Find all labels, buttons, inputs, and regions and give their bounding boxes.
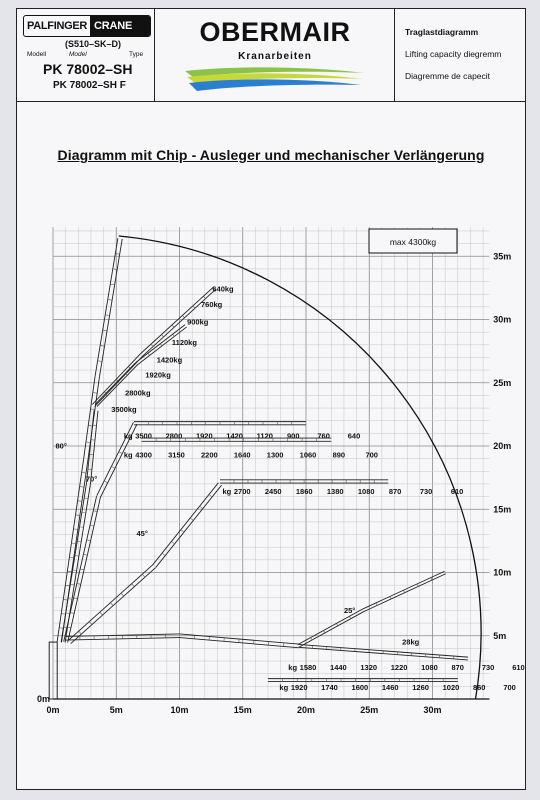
x-tick-label: 0m <box>46 705 60 715</box>
load-value-label: 1920 <box>195 431 213 441</box>
load-value-label: 1860 <box>295 487 313 497</box>
boom-positions <box>49 238 468 699</box>
model-code: (S510–SK–D) <box>65 39 122 49</box>
load-value-label: 1740 <box>321 683 338 693</box>
company-logo: OBERMAIR <box>199 17 351 47</box>
load-value-label: 760 <box>317 431 330 441</box>
steep-load-label: 1420kg <box>156 355 183 365</box>
modell-label: Modell <box>27 51 47 58</box>
load-value-label: 1380 <box>326 487 344 497</box>
load-value-label: 1460 <box>381 683 399 693</box>
steep-load-label: 2800kg <box>125 388 151 398</box>
load-value-label: 730 <box>419 487 433 497</box>
jib-row-1 <box>134 422 306 425</box>
load-value-label: 1640 <box>233 450 251 460</box>
load-value-label: 4300 <box>135 450 152 460</box>
angle-45-label: 45° <box>136 528 148 538</box>
steep-load-label: 640kg <box>212 284 234 294</box>
x-tick-label: 15m <box>233 705 252 715</box>
steep-load-label: 1120kg <box>171 337 197 347</box>
x-tick-label: 5m <box>109 705 123 715</box>
y-tick-label: 15m <box>493 504 512 515</box>
row-prefix-label: kg <box>279 683 289 693</box>
load-value-label: 610 <box>512 662 525 672</box>
x-tick-label: 25m <box>360 705 379 715</box>
y-tick-label: 35m <box>493 251 512 262</box>
angle-25-label: 25° <box>343 605 356 615</box>
load-value-label: 860 <box>472 683 486 693</box>
brand-right: CRANE <box>90 16 150 36</box>
load-value-label: 700 <box>503 683 516 693</box>
load-value-label: 1120 <box>256 431 273 441</box>
load-value-label: 1440 <box>330 662 347 672</box>
load-labels <box>56 285 525 692</box>
load-value-label: 2450 <box>264 487 282 497</box>
max-load-label: max 4300kg <box>389 237 437 247</box>
y-tick-label: 0m <box>37 694 51 704</box>
steep-load-label: 1920kg <box>145 370 171 380</box>
load-value-label: 1300 <box>266 450 284 460</box>
reach-envelope <box>119 236 481 699</box>
row-prefix-label: kg <box>123 450 133 460</box>
load-value-label: 1320 <box>360 662 378 672</box>
brand-left: PALFINGER <box>27 20 88 32</box>
load-value-label: 870 <box>388 487 402 497</box>
diagram-title: Diagramm mit Chip - Ausleger und mechanischer Verlängerung <box>57 147 485 163</box>
y-tick-label: 20m <box>493 441 512 451</box>
load-value-label: 1920 <box>290 683 308 693</box>
angle-80-label: 80° <box>55 441 67 451</box>
load-value-label: 3150 <box>168 450 185 460</box>
load-value-label: 610 <box>450 487 464 497</box>
load-value-label: 890 <box>332 450 346 460</box>
max-load-box <box>369 229 457 253</box>
load-value-label: 1220 <box>390 662 408 672</box>
load-value-label: 3500 <box>135 431 152 441</box>
x-tick-label: 30m <box>423 705 442 715</box>
load-value-label: 1080 <box>421 662 438 672</box>
grid <box>53 227 489 699</box>
load-value-label: 870 <box>451 662 464 672</box>
x-tick-label: 20m <box>296 705 316 715</box>
x-tick-label: 10m <box>170 705 189 715</box>
load-chart-sheet <box>16 8 526 790</box>
load-value-label: 2200 <box>201 450 218 460</box>
load-value-label: 640 <box>347 431 361 441</box>
steep-load-label: 3500kg <box>111 404 137 414</box>
load-value-label: 1260 <box>412 683 429 693</box>
load-value-label: 2700 <box>233 487 251 497</box>
y-tick-label: 10m <box>493 567 512 578</box>
title-en: Lifting capacity diegremm <box>405 49 502 59</box>
load-value-label: 1060 <box>299 450 317 460</box>
type-label: Type <box>129 51 144 58</box>
load-value-label: 900 <box>287 431 300 441</box>
load-value-label: 1080 <box>357 487 375 497</box>
model-variant: PK 78002–SH F <box>53 80 126 91</box>
company-subtitle: Kranarbeiten <box>238 51 312 62</box>
y-tick-label: 30m <box>493 314 512 325</box>
load-value-label: 730 <box>481 662 495 672</box>
jib-low-2 <box>268 679 458 682</box>
load-value-label: 1020 <box>442 683 460 693</box>
row-prefix-label: kg <box>123 431 133 441</box>
title-de: Traglastdiagramm <box>405 27 479 37</box>
title-fr: Diagremme de capecit <box>405 71 491 81</box>
angle-70-label: 70° <box>85 474 98 484</box>
load-value-label: 700 <box>365 450 378 460</box>
load-value-label: 2800 <box>165 431 183 441</box>
y-tick-label: 25m <box>493 377 512 388</box>
crane-load-diagram <box>17 9 525 789</box>
row-prefix-label: kg <box>288 662 298 672</box>
steep-load-label: 900kg <box>187 317 209 327</box>
y-tick-label: 5m <box>493 630 507 641</box>
load-value-label: 28kg <box>402 637 420 647</box>
jib-row-3 <box>220 480 388 483</box>
load-value-label: 1580 <box>299 662 317 672</box>
model-name: PK 78002–SH <box>43 61 133 77</box>
load-value-label: 1420 <box>226 431 243 441</box>
jib-low-1 <box>298 644 468 659</box>
steep-load-label: 760kg <box>201 299 223 309</box>
boom-80 <box>57 238 122 642</box>
model-label: Model <box>69 51 87 58</box>
row-prefix-label: kg <box>222 487 232 497</box>
load-value-label: 1600 <box>351 683 369 693</box>
